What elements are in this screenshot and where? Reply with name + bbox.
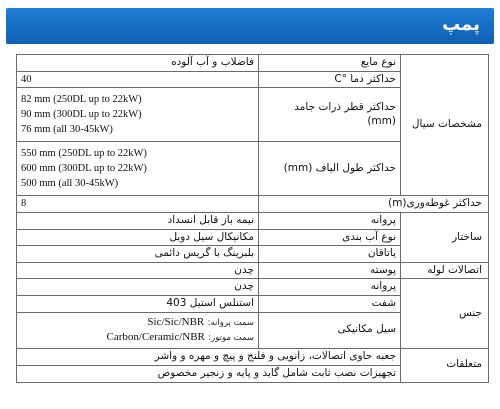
category-structure: ساختار <box>401 212 489 262</box>
value-shaft: استنلس استیل 403 <box>17 296 259 313</box>
value-bearing: بلبرینگ با گریس دائمی <box>17 246 259 263</box>
spec-table <box>16 54 489 383</box>
prop-shaft: شفت <box>259 296 401 313</box>
value-max-temp: 40 <box>17 71 259 88</box>
seal-side-label: سمت پروانه: <box>207 317 254 328</box>
table-row <box>17 348 489 365</box>
table-row <box>17 279 489 296</box>
value-line: 500 mm (all 30-45kW) <box>21 178 119 190</box>
value-max-depth: 8 <box>17 196 259 213</box>
table-row <box>17 262 489 279</box>
prop-material-impeller: پروانه <box>259 279 401 296</box>
prop-impeller: پروانه <box>259 212 401 229</box>
value-line: 600 mm (300DL up to 22kW) <box>21 163 147 175</box>
value-seal-type: مکانیکال سیل دوبل <box>17 229 259 246</box>
value-material-impeller: چدن <box>17 279 259 296</box>
prop-max-fiber: حداکثر طول الیاف (mm) <box>259 142 401 196</box>
value-line: 76 mm (all 30-45kW) <box>21 124 113 136</box>
value-max-fiber <box>17 142 259 196</box>
seal-value: Sic/Sic/NBR <box>147 315 205 328</box>
prop-bearing: یاتاقان <box>259 246 401 263</box>
value-fluid-type: فاضلاب و آب آلوده <box>17 55 259 72</box>
prop-fluid-type: نوع مایع <box>259 55 401 72</box>
prop-mech-seal: سیل مکانیکی <box>259 312 401 348</box>
prop-max-depth: حداکثر غوطه‌وری(m) <box>259 196 489 213</box>
prop-seal-type: نوع آب بندی <box>259 229 401 246</box>
category-pipe: اتصالات لوله <box>401 262 489 279</box>
table-row <box>17 212 489 229</box>
value-line: 550 mm (250DL up to 22kW) <box>21 147 147 159</box>
header-banner <box>6 8 494 44</box>
table-row <box>17 55 489 72</box>
value-casing: چدن <box>17 262 259 279</box>
category-fluid: مشخصات سیال <box>401 55 489 196</box>
accessory-line: تجهیزات نصب ثابت شامل گاید و پایه و زنجیر مخصوص <box>17 365 401 382</box>
category-accessories: متعلقات <box>401 348 489 382</box>
table-row <box>17 196 489 213</box>
prop-max-solid: حداکثر قطر ذرات جامد (mm) <box>259 88 401 142</box>
value-mech-seal <box>17 312 259 348</box>
value-line: 90 mm (300DL up to 22kW) <box>21 109 142 121</box>
page-title: پمپ <box>442 14 480 35</box>
value-max-solid <box>17 88 259 142</box>
value-impeller: نیمه باز قابل انسداد <box>17 212 259 229</box>
seal-side-label: سمت موتور: <box>208 333 254 344</box>
seal-value: Carbon/Ceramic/NBR <box>106 331 205 344</box>
value-line: 82 mm (250DL up to 22kW) <box>21 93 142 105</box>
prop-max-temp: حداکثر دما °C <box>259 71 401 88</box>
prop-casing: پوسته <box>259 262 401 279</box>
category-material: جنس <box>401 279 489 348</box>
accessory-line: جعبه حاوی اتصالات، زانویی و فلنج و پیچ و مهره و واشر <box>17 348 401 365</box>
